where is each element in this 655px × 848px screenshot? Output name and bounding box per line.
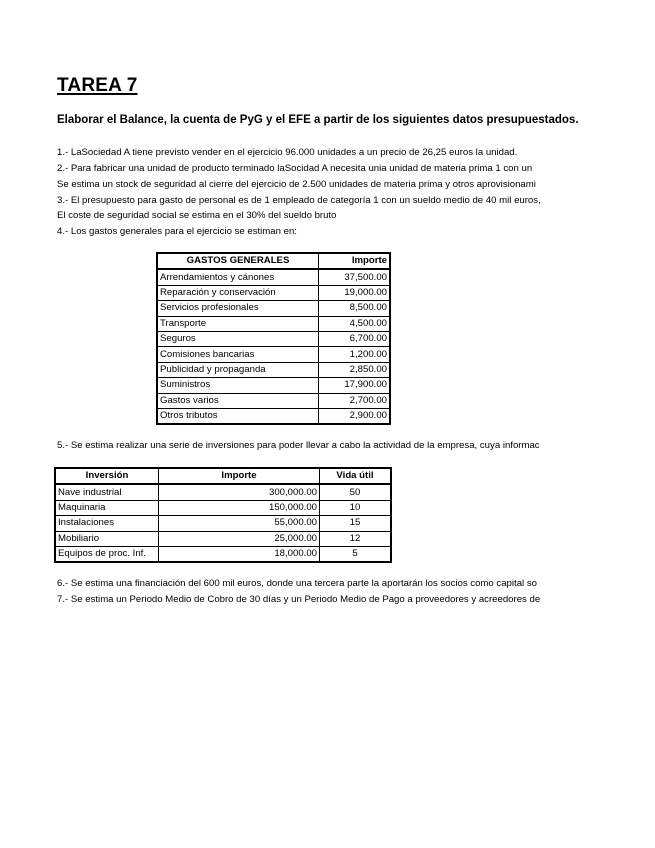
column-header-gastos: GASTOS GENERALES [157,253,319,269]
page-title: TAREA 7 [57,75,138,96]
table-row [157,362,390,377]
table-row [157,301,390,316]
inversion-useful-life: 5 [320,546,392,562]
statement-line-1: 1.- LaSociedad A tiene previsto vender en el ejercicio 96.000 unidades a un precio de 26,25 euros la unidad. [57,147,518,158]
gasto-concept: Transporte [157,316,319,331]
inversion-useful-life: 15 [320,516,392,531]
inversion-name: Mobiliario [55,531,159,546]
gasto-amount: 8,500.00 [319,301,391,316]
statement-line-9: 7.- Se estima un Periodo Medio de Cobro de 30 días y un Periodo Medio de Pago a proveedores y acreedores de [57,594,541,605]
gasto-amount: 17,900.00 [319,378,391,393]
gasto-amount: 2,700.00 [319,393,391,408]
gasto-amount: 1,200.00 [319,347,391,362]
table-row [55,484,391,500]
gasto-amount: 2,850.00 [319,362,391,377]
gasto-concept: Otros tributos [157,408,319,424]
column-header-importe: Importe [319,253,391,269]
table-header-row [157,253,390,269]
table-row [157,393,390,408]
inversion-amount: 55,000.00 [159,516,320,531]
inversion-amount: 18,000.00 [159,546,320,562]
gasto-concept: Comisiones bancarias [157,347,319,362]
gasto-concept: Arrendamientos y cánones [157,269,319,285]
gasto-concept: Reparación y conservación [157,285,319,300]
table-header-row [55,468,391,484]
statement-line-8: 6.- Se estima una financiación del 600 mil euros, donde una tercera parte la aportarán los socios como capital so [57,578,537,589]
gasto-amount: 6,700.00 [319,331,391,346]
table-row [157,316,390,331]
inversion-useful-life: 12 [320,531,392,546]
gasto-amount: 19,000.00 [319,285,391,300]
table-row [55,531,391,546]
table-row [157,331,390,346]
table-row [157,378,390,393]
table-row [157,285,390,300]
statement-line-4: 3.- El presupuesto para gasto de personal es de 1 empleado de categoría 1 con un sueldo medio de 40 mil euros, [57,195,541,206]
table-row [157,269,390,285]
inversion-amount: 25,000.00 [159,531,320,546]
inversiones-table [54,467,392,563]
gasto-amount: 37,500.00 [319,269,391,285]
inversion-amount: 300,000.00 [159,484,320,500]
gasto-amount: 2,900.00 [319,408,391,424]
inversion-name: Equipos de proc. Inf. [55,546,159,562]
gasto-concept: Gastos varios [157,393,319,408]
column-header-vida-util: Vida útil [320,468,392,484]
gasto-concept: Seguros [157,331,319,346]
gastos-generales-table [156,252,391,425]
statement-line-5: El coste de seguridad social se estima en el 30% del sueldo bruto [57,210,337,221]
inversion-name: Instalaciones [55,516,159,531]
table-row [157,408,390,424]
inversion-useful-life: 10 [320,500,392,515]
table-row [157,347,390,362]
gasto-concept: Suministros [157,378,319,393]
statement-line-6: 4.- Los gastos generales para el ejercicio se estiman en: [57,226,297,237]
table-row [55,500,391,515]
inversion-useful-life: 50 [320,484,392,500]
gasto-concept: Servicios profesionales [157,301,319,316]
statement-line-7: 5.- Se estima realizar una serie de inversiones para poder llevar a cabo la actividad de la empresa, cuya informac [57,440,540,451]
column-header-inversion: Inversión [55,468,159,484]
inversion-amount: 150,000.00 [159,500,320,515]
table-row [55,546,391,562]
gasto-amount: 4,500.00 [319,316,391,331]
statement-line-3: Se estima un stock de seguridad al cierre del ejercicio de 2.500 unidades de materia prima y otros aprovisionami [57,179,536,190]
table-row [55,516,391,531]
column-header-importe: Importe [159,468,320,484]
gasto-concept: Publicidad y propaganda [157,362,319,377]
inversion-name: Maquinaria [55,500,159,515]
inversion-name: Nave industrial [55,484,159,500]
task-instruction: Elaborar el Balance, la cuenta de PyG y el EFE a partir de los siguientes datos presupuestados. [57,114,579,126]
statement-line-2: 2.- Para fabricar una unidad de producto terminado laSocidad A necesita unia unidad de materia prima 1 con un [57,163,533,174]
